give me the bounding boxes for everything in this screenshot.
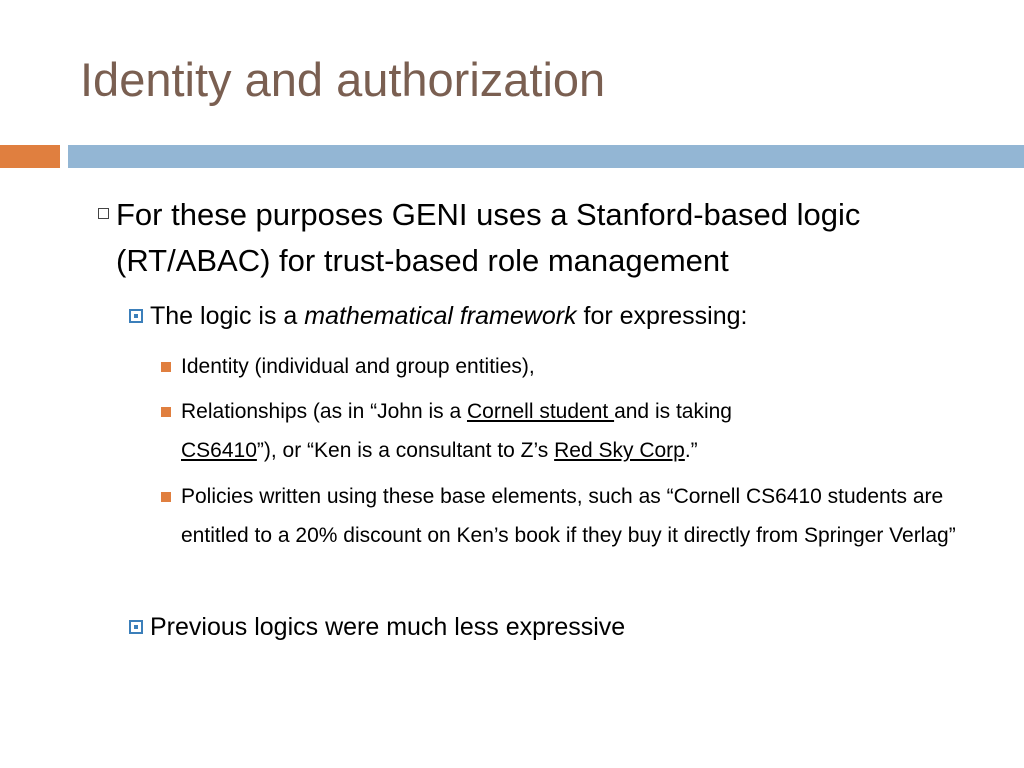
orange-square-bullet-icon	[161, 407, 171, 417]
bullet-text: and is taking	[614, 400, 732, 423]
bullet-text: for expressing:	[576, 302, 748, 330]
bullet-text: ”), or “Ken is a consultant to Z’s	[256, 439, 555, 462]
bullet-level3-relationships	[181, 392, 961, 470]
bullet-level2-previous: Previous logics were much less expressive	[150, 613, 626, 641]
link-cs6410[interactable]: CS6410	[181, 439, 257, 462]
orange-square-bullet-icon	[161, 492, 171, 502]
blue-square-bullet-icon	[129, 620, 143, 634]
bullet-level2-logic	[150, 300, 970, 332]
hollow-square-bullet-icon	[98, 208, 109, 219]
bullet-text: Relationships (as in “John is a	[181, 400, 467, 423]
orange-square-bullet-icon	[161, 362, 171, 372]
bullet-text: .”	[684, 439, 698, 462]
bullet-level3-identity: Identity (individual and group entities),	[181, 355, 535, 378]
bullet-level1-geni: For these purposes GENI uses a Stanford-based logic (RT/ABAC) for trust-based role management	[116, 197, 861, 278]
link-cornell-student[interactable]: Cornell student	[466, 400, 615, 423]
bullet-level3-policies: Policies written using these base elements, such as “Cornell CS6410 students are entitled to a 20% discount on Ken’s book if they buy it directly from Springer Verlag”	[181, 485, 956, 547]
link-red-sky-corp[interactable]: Red Sky Corp	[554, 439, 685, 462]
slide-title: Identity and authorization	[80, 53, 606, 106]
bullet-text: The logic is a	[150, 302, 305, 330]
blue-square-bullet-icon	[129, 309, 143, 323]
bullet-italic-text: mathematical framework	[304, 302, 577, 330]
